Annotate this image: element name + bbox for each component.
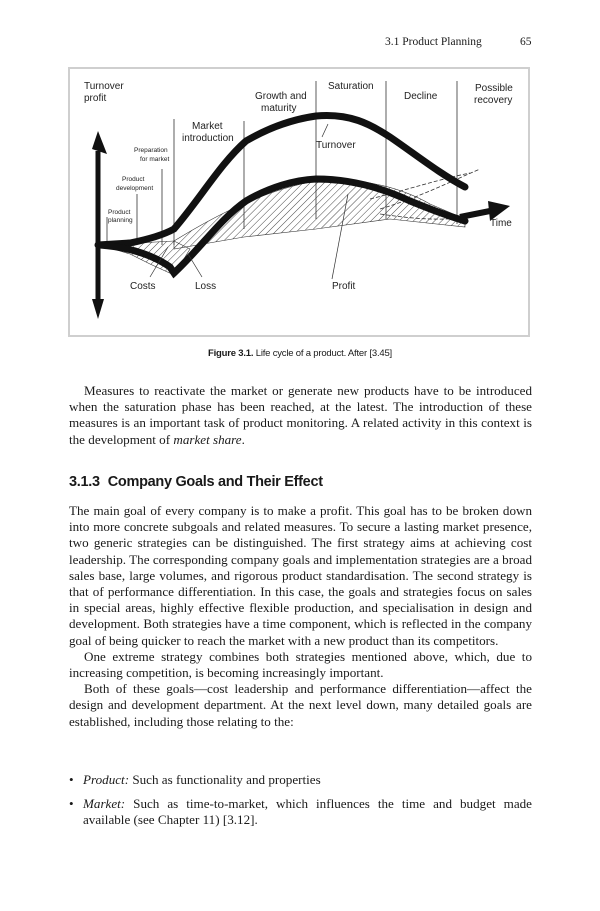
section-heading	[69, 474, 323, 490]
section-title: Company Goals and Their Effect	[107, 474, 323, 490]
y-axis-label-2: profit	[84, 93, 107, 104]
profit-label: Profit	[332, 281, 356, 292]
paragraph-2: The main goal of every company is to make a profit. This goal has to be broken down into more concrete subgoals and related measures. To secure a lasting market presence, two generic strategies can be distinguished. The first strategy aims at achieving cost leadership. The corresponding company goals and implementation strategies are a broad sales base, large volumes, and rigorous product standardisation. The second strategy is that of performance differentiation. In this case, the goals and strategies focus on sales in special areas, highly effective flexible production, and specialisation in design and development. Both strategies have a time component, which is reflected in the company goal of being quicker to reach the market with a new product than its competitors.	[69, 503, 532, 648]
phase-development-2: development	[116, 185, 154, 192]
caption-label: Figure 3.1.	[207, 348, 254, 359]
time-label: Time	[490, 218, 512, 229]
list-item	[69, 796, 532, 828]
down-arrow-icon	[92, 299, 104, 319]
phase-preparation-1: Preparation	[134, 147, 168, 154]
loss-label: Loss	[195, 281, 217, 292]
costs-label: Costs	[130, 281, 156, 292]
phase-preparation-2: for market	[140, 156, 170, 163]
page-number: 65	[520, 36, 532, 48]
y-axis-label-1: Turnover	[84, 81, 124, 92]
phase-growth-1: Growth and	[255, 91, 307, 102]
paragraph-4: Both of these goals—cost leadership and performance differentiation—affect the design and development department. At the next level down, many detailed goals are established, including those relating to the:	[69, 681, 532, 729]
list-item-term: Market:	[83, 796, 126, 812]
caption-text: Life cycle of a product. After [3.45]	[253, 348, 392, 359]
bullet-icon: •	[69, 772, 74, 787]
section-number: 3.1.3	[69, 474, 100, 490]
phase-market-intro-2: introduction	[182, 133, 234, 144]
figure-caption	[0, 348, 600, 359]
figure-3-1	[68, 67, 530, 337]
market-share-emphasis: market share	[173, 431, 242, 447]
bullet-icon: •	[69, 796, 74, 812]
phase-growth-2: maturity	[261, 103, 297, 114]
up-arrow-icon	[92, 131, 107, 154]
phase-planning-2: planning	[108, 217, 133, 224]
time-axis	[460, 211, 490, 217]
phase-decline: Decline	[404, 91, 438, 102]
turnover-label: Turnover	[316, 140, 356, 151]
paragraph-1-text: Measures to reactivate the market or generate new products have to be introduced when the saturation phase has been reached, at the latest. The introduction of these measures is an important task of product monitoring. A related activity in this context is the development of	[69, 383, 532, 447]
list-item-text: Such as time-to-market, which influences the time and budget made available (see Chapter 11) [3.12].	[83, 796, 532, 828]
paragraph-3: One extreme strategy combines both strategies mentioned above, which, due to increasing competition, is becoming increasingly important.	[69, 648, 532, 681]
phase-development-1: Product	[122, 176, 145, 183]
profit-area	[174, 180, 465, 249]
list-item-text: Such as functionality and properties	[129, 772, 321, 787]
goal-list	[69, 772, 532, 837]
running-head	[0, 36, 600, 52]
section-body	[69, 503, 532, 730]
phase-recovery-2: recovery	[474, 95, 513, 106]
phase-market-intro-1: Market	[192, 121, 223, 132]
paragraph-1	[69, 383, 532, 448]
paragraph-1-end: .	[241, 431, 245, 447]
list-item-term: Product:	[83, 772, 130, 787]
phase-planning-1: Product	[108, 209, 131, 216]
phase-saturation: Saturation	[328, 81, 374, 92]
phase-recovery-1: Possible	[475, 83, 513, 94]
list-item	[69, 772, 532, 788]
life-cycle-diagram	[70, 69, 528, 335]
running-head-section: 3.1 Product Planning	[385, 36, 482, 48]
